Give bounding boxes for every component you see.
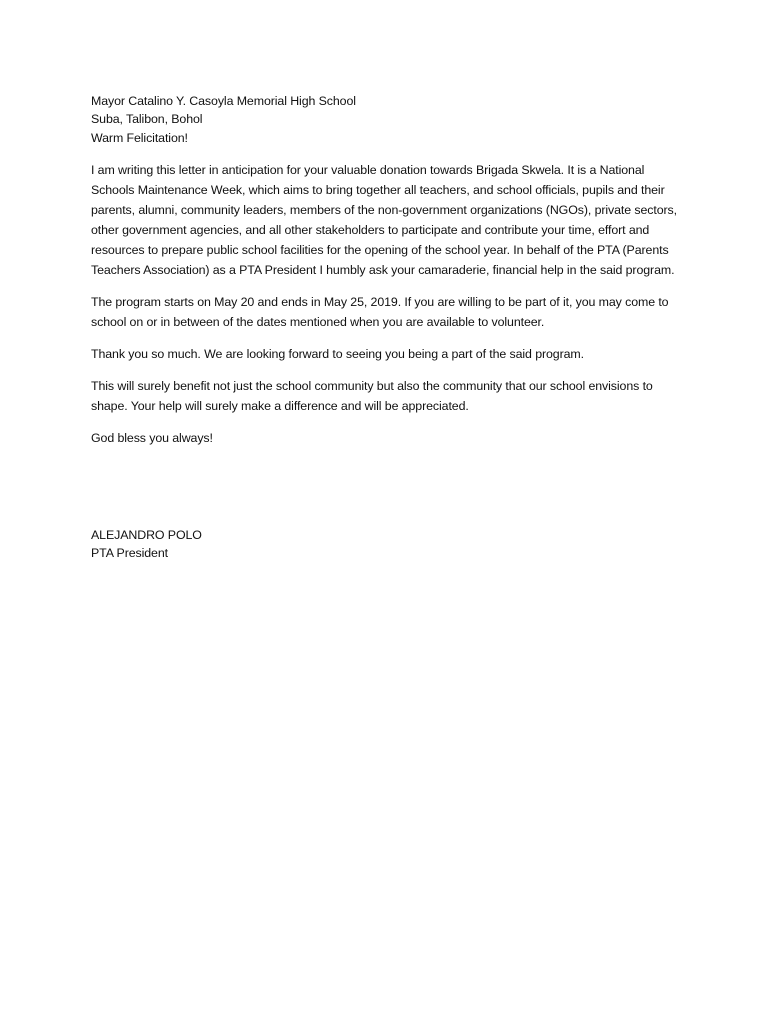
signature-block bbox=[91, 526, 683, 562]
recipient-address bbox=[91, 92, 683, 128]
address-location: Suba, Talibon, Bohol bbox=[91, 112, 203, 126]
paragraph-benefit: This will surely benefit not just the school community but also the community that our school envisions to shape. Your help will surely make a difference and will be appreciated. bbox=[91, 379, 653, 413]
address-school-name: Mayor Catalino Y. Casoyla Memorial High School bbox=[91, 94, 356, 108]
paragraph-request: I am writing this letter in anticipation for your valuable donation towards Brigada Skwela. It is a National Schools Maintenance Week, which aims to bring together all teachers, and school officials, pupils and their parents, alumni, community leaders, members of the non-government organizations (NGOs), private sectors, other government agencies, and all other stakeholders to participate and contribute your time, effort and resources to prepare public school facilities for the opening of the school year. In behalf of the PTA (Parents Teachers Association) as a PTA President I humbly ask your camaraderie, financial help in the said program. bbox=[91, 163, 677, 277]
paragraph-schedule: The program starts on May 20 and ends in May 25, 2019. If you are willing to be part of it, you may come to school on or in between of the dates mentioned when you are available to volunteer. bbox=[91, 295, 669, 329]
signatory-name: ALEJANDRO POLO bbox=[91, 528, 202, 542]
paragraph-thanks: Thank you so much. We are looking forward to seeing you being a part of the said program. bbox=[91, 347, 584, 361]
signatory-title: PTA President bbox=[91, 546, 168, 560]
letter-body bbox=[91, 92, 683, 562]
salutation: Warm Felicitation! bbox=[91, 131, 188, 145]
closing-blessing: God bless you always! bbox=[91, 431, 213, 445]
